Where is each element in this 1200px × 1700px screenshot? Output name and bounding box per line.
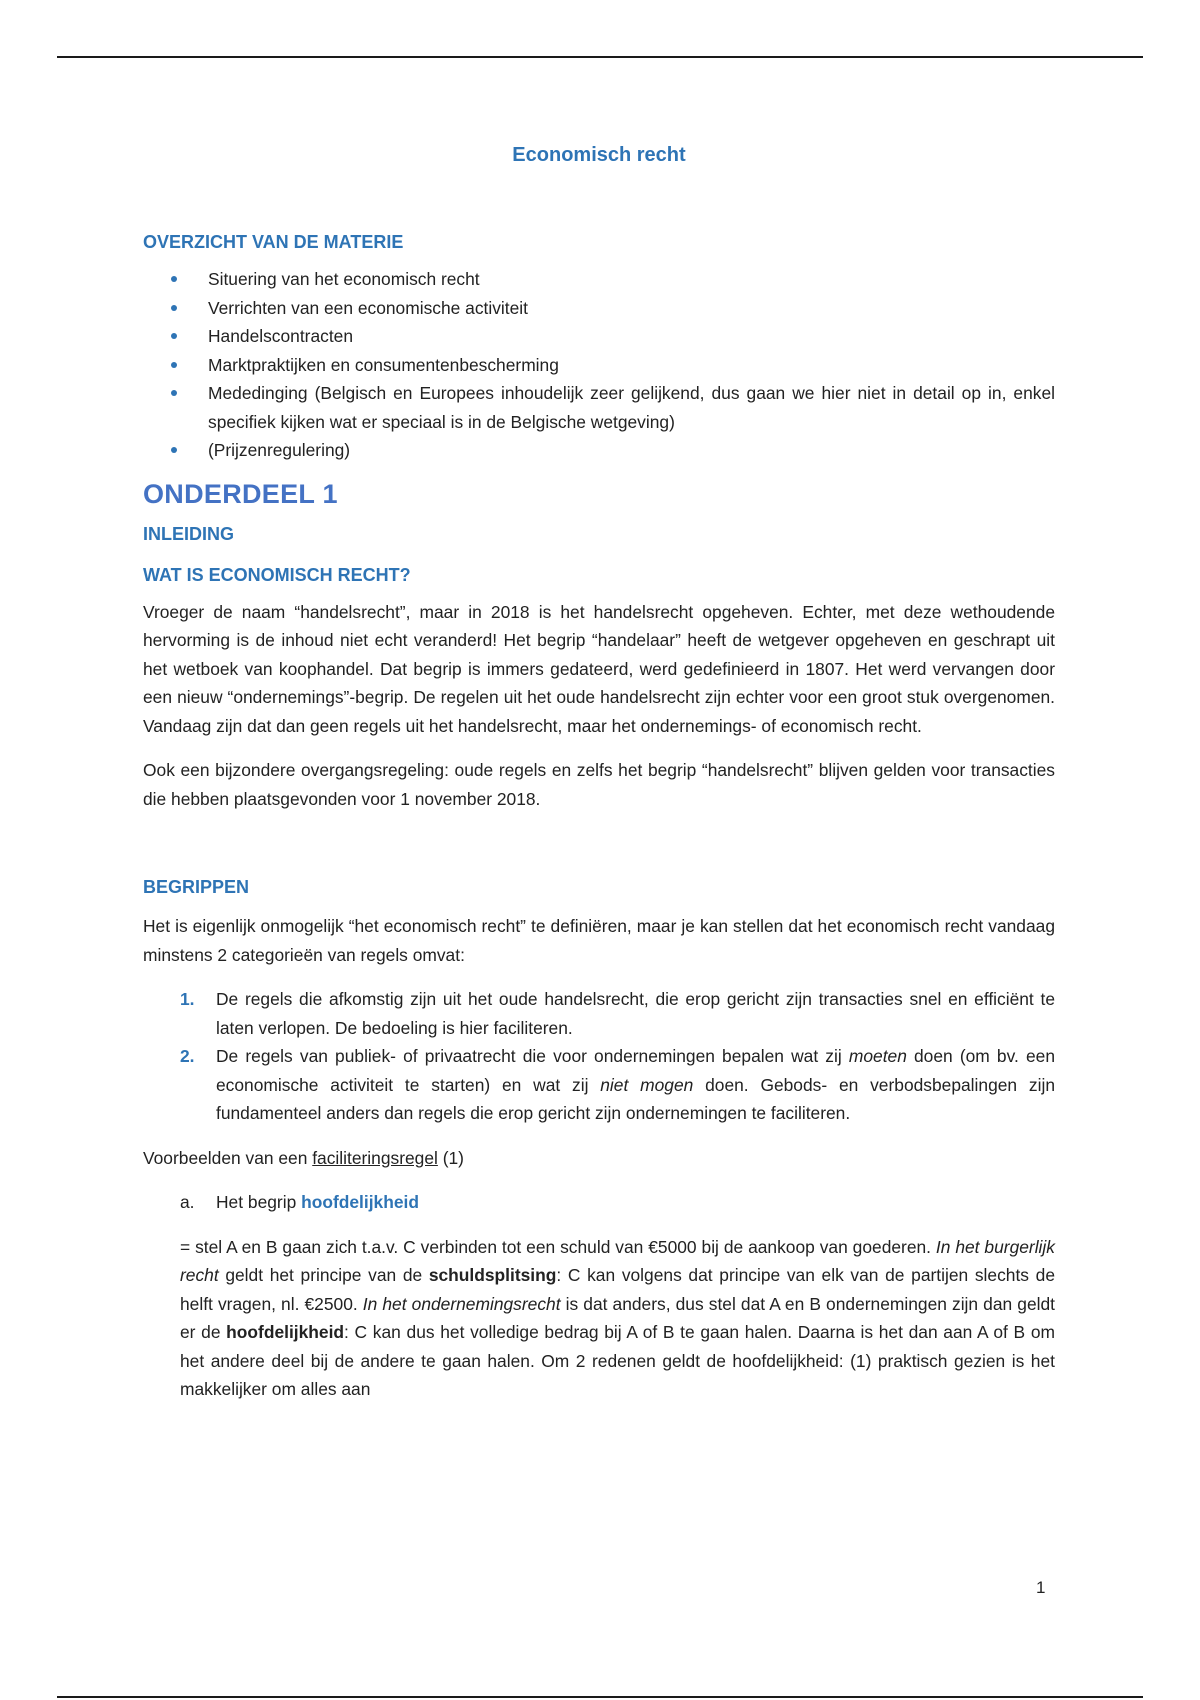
part-heading: ONDERDEEL 1 [143, 478, 338, 509]
list-number: 1. [180, 989, 195, 1009]
list-item: 2. De regels van publiek- of privaatrecht die voor ondernemingen bepalen wat zij moeten doen (om bv. een economische activiteit te starten) en wat zij niet mogen doen. Gebods- en verbodsbepalingen zijn fundamenteel anders dan regels die erop gericht zijn ondernemingen te faciliteren. [143, 1042, 1055, 1128]
list-item: (Prijzenregulering) [143, 436, 1055, 465]
list-item: Mededinging (Belgisch en Europees inhoudelijk zeer gelijkend, dus gaan we hier niet in detail op in, enkel specifiek kijken wat er speciaal is in de Belgische wetgeving) [143, 379, 1055, 436]
concepts-heading: BEGRIPPEN [143, 877, 250, 897]
list-text: De regels die afkomstig zijn uit het oude handelsrecht, die erop gericht zijn transacties snel en efficiënt te laten verlopen. De bedoeling is hier faciliteren. [216, 989, 1055, 1038]
sub-item: a. Het begrip hoofdelijkheid [143, 1188, 1055, 1217]
list-item: Handelscontracten [143, 322, 1055, 351]
overview-heading: OVERZICHT VAN DE MATERIE [143, 232, 404, 252]
sub-item-label: a. [180, 1192, 195, 1212]
list-item: Situering van het economisch recht [143, 265, 1055, 294]
list-item: Verrichten van een economische activiteit [143, 294, 1055, 323]
detail-paragraph: = stel A en B gaan zich t.a.v. C verbinden tot een schuld van €5000 bij de aankoop van goederen. In het burgerlijk recht geldt het principe van de schuldsplitsing: C kan volgens dat principe van elk van de partijen slechts de helft vragen, nl. €2500. In het ondernemingsrecht is dat anders, dus stel dat A en B ondernemingen zijn dan geldt er de hoofdelijkheid: C kan dus het volledige bedrag bij A of B te gaan halen. Daarna is het dan aan A of B om het andere deel bij de andere te gaan halen. Om 2 redenen geldt de hoofdelijkheid: (1) praktisch gezien is het makkelijker om alles aan [180, 1236, 1055, 1399]
what-paragraph-2: Ook een bijzondere overgangsregeling: oude regels en zelfs het begrip “handelsrecht” blijven gelden voor transacties die hebben plaatsgevonden voor 1 november 2018. [143, 760, 1055, 809]
document-title: Economisch recht [512, 144, 686, 166]
list-item: Marktpraktijken en consumentenbescherming [143, 351, 1055, 380]
document-page [143, 140, 1055, 1404]
concepts-list [143, 985, 1055, 1128]
page-number: 1 [1036, 1578, 1046, 1597]
header-rule [57, 56, 1143, 58]
list-number: 2. [180, 1046, 195, 1066]
what-heading: WAT IS ECONOMISCH RECHT? [143, 564, 411, 585]
what-paragraph-1: Vroeger de naam “handelsrecht”, maar in 2018 is het handelsrecht opgeheven. Echter, met deze wethoudende hervorming is de inhoud niet echt veranderd! Het begrip “handelaar” heeft de wetgever opgeheven en geschrapt uit het wetboek van koophandel. Dat begrip is immers gedateerd, werd gedefinieerd in 1807. Het werd vervangen door een nieuw “ondernemings”-begrip. De regelen uit het oude handelsrecht zijn echter voor een groot stuk overgenomen. Vandaag zijn dat dan geen regels uit het handelsrecht, maar het ondernemings- of economisch recht. [143, 601, 1055, 736]
concepts-intro: Het is eigenlijk onmogelijk “het economisch recht” te definiëren, maar je kan stellen dat het economisch recht vandaag minstens 2 categorieën van regels omvat: [143, 916, 1055, 965]
examples-line: Voorbeelden van een faciliteringsregel (1) [143, 1147, 464, 1168]
footer-rule [57, 1696, 1143, 1698]
overview-list [143, 265, 1055, 465]
intro-heading: INLEIDING [143, 523, 235, 544]
list-item [143, 985, 1055, 1042]
